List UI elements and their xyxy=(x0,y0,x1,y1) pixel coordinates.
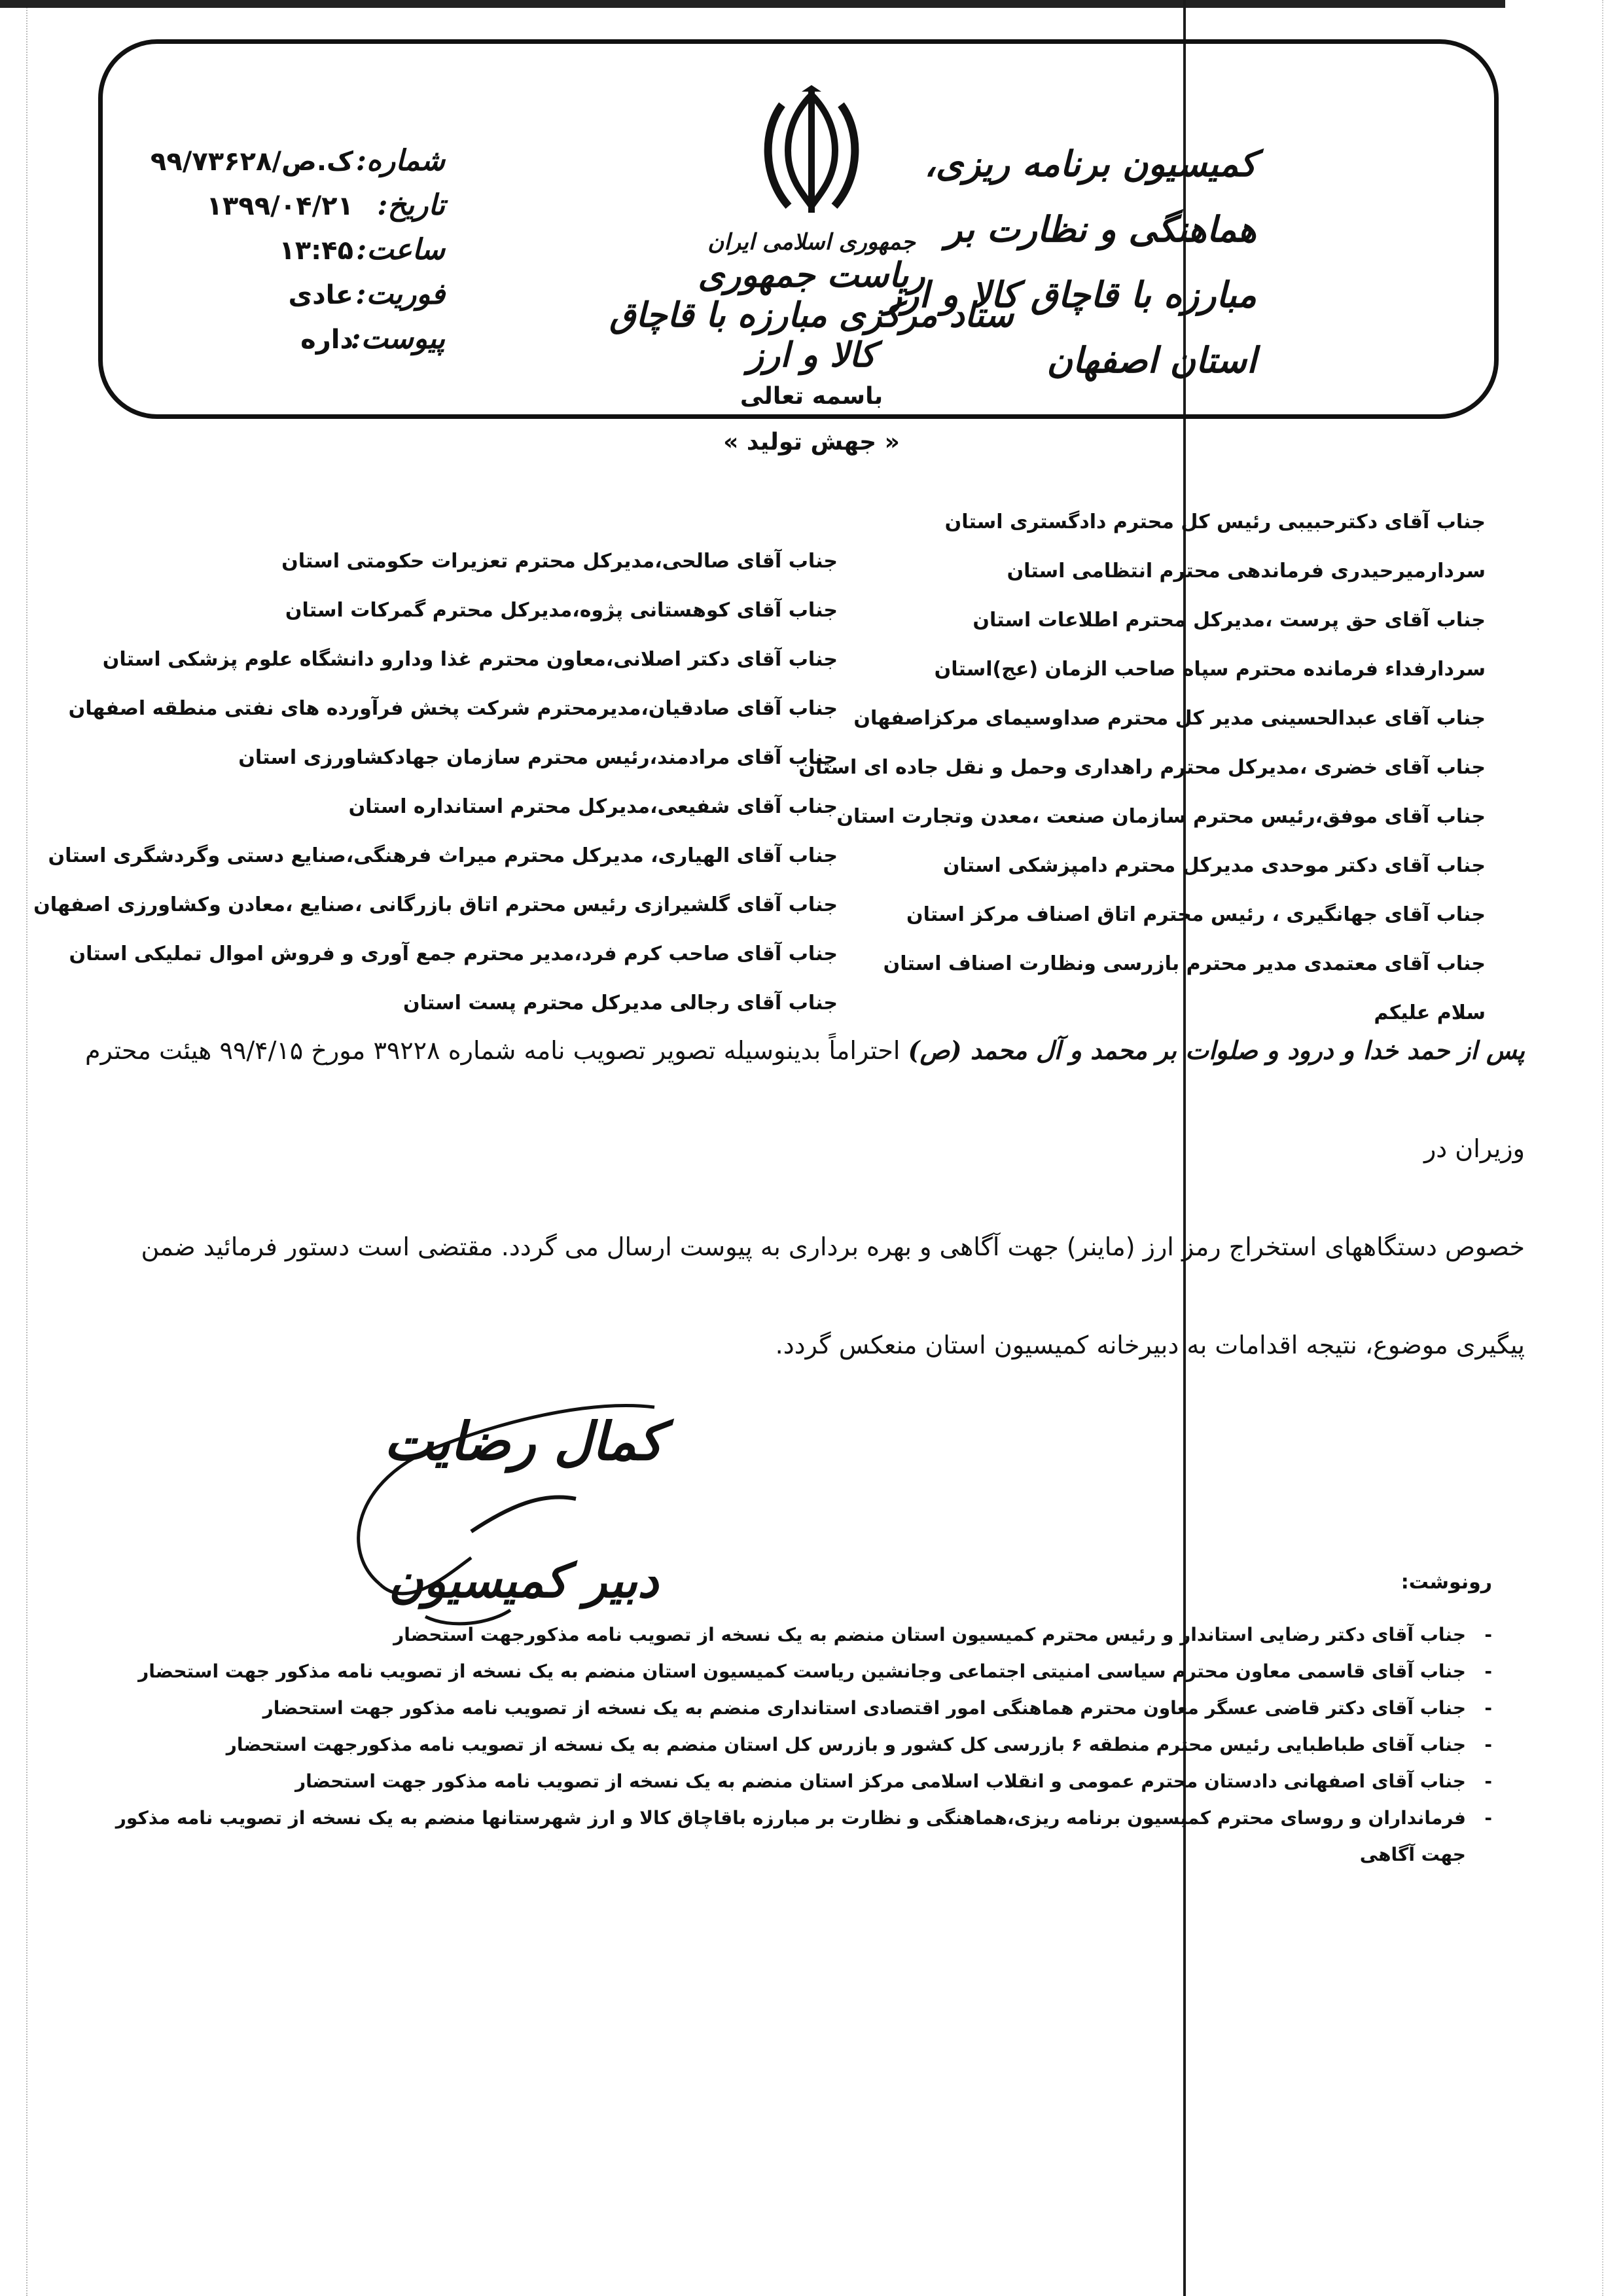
cc-item xyxy=(115,1800,1492,1873)
letterhead-center xyxy=(589,85,1034,375)
meta-attachment xyxy=(118,322,445,367)
cc-item xyxy=(157,1690,1492,1727)
headquarters-label: ستاد مرکزی مبارزه با قاچاق کالا و ارز xyxy=(609,295,1014,375)
recipients-left-column xyxy=(33,537,838,1028)
recipient-line: جناب آقای مرادمند،رئیس محترم سازمان جهادکشاورزی استان xyxy=(238,746,838,769)
meta-date xyxy=(118,188,445,233)
recipient-line: جناب آقای دکتر موحدی مدیرکل محترم دامپزشکی استان xyxy=(942,854,1486,877)
recipient-line: جناب آقای دکترحبیبی رئیس کل محترم دادگستری استان xyxy=(944,511,1486,533)
cc-item xyxy=(138,1653,1492,1690)
meta-value: ۱۳:۴۵ xyxy=(279,236,353,266)
bismillah-heading: باسمه تعالی xyxy=(740,383,883,410)
recipient-line: جناب آقای صالحی،مدیرکل محترم تعزیرات حکومتی استان xyxy=(281,550,838,573)
meta-label: شماره: xyxy=(355,144,445,177)
cc-line: جناب آقای دکتر قاضی عسگر معاون محترم هماهنگی امور اقتصادی استانداری منضم به یک نسخه از تصویب نامه مذکور جهت استحضار xyxy=(262,1697,1466,1719)
meta-label: فوریت: xyxy=(355,278,445,311)
letter-meta xyxy=(118,144,445,367)
scan-top-border xyxy=(0,0,1505,8)
meta-time xyxy=(118,233,445,278)
recipient-line: جناب آقای عبدالحسینی مدیر کل محترم صداوسیمای مرکزاصفهان xyxy=(853,707,1486,730)
commission-title-line2: مبارزه با قاچاق کالا و ارز استان اصفهان xyxy=(885,274,1257,381)
recipient-line: جناب آقای صادقیان،مدیرمحترم شرکت پخش فرآورده های نفتی منطقه اصفهان xyxy=(68,697,838,720)
recipient-line: جناب آقای گلشیرازی رئیس محترم اتاق بازرگانی ،صنایع ،معادن وکشاورزی اصفهان xyxy=(33,893,838,916)
scan-edge-right xyxy=(1602,0,1623,2296)
cc-line: جناب آقای قاسمی معاون محترم سیاسی امنیتی اجتماعی وجانشین ریاست کمیسیون استان منضم به یک نسخه از تصویب نامه مذکور جهت استحضار xyxy=(138,1660,1466,1682)
cc-bullet: - xyxy=(1484,1697,1492,1719)
scan-edge-left xyxy=(0,0,27,2296)
meta-value: عادی xyxy=(288,280,353,310)
recipient-line: جناب آقای کوهستانی پژوه،مدیرکل محترم گمرکات استان xyxy=(285,599,838,622)
recipient-line: جناب آقای جهانگیری ، رئیس محترم اتاق اصناف مرکز استان xyxy=(906,903,1486,926)
recipients-right-column xyxy=(798,497,1486,1037)
cc-bullet: - xyxy=(1484,1770,1492,1792)
letter-body xyxy=(85,1001,1525,1394)
recipient-line: جناب آقای حق پرست ،مدیرکل محترم اطلاعات استان xyxy=(972,609,1486,632)
cc-title: رونوشت: xyxy=(1400,1571,1492,1594)
body-line-2: خصوص دستگاههای استخراج رمز ارز (ماینر) جهت آگاهی و بهره برداری به پیوست ارسال می گردد. مقتضی است دستور فرمائید ضمن xyxy=(141,1232,1525,1261)
cc-line: جناب آقای طباطبایی رئیس محترم منطقه ۶ بازرسی کل کشور و بازرس کل استان منضم به یک نسخه از تصویب نامه مذکورجهت استحضار xyxy=(226,1734,1466,1755)
cc-line: جناب آقای دکتر رضایی استاندار و رئیس محترم کمیسیون استان منضم به یک نسخه از تصویب نامه مذکورجهت استحضار xyxy=(393,1624,1466,1645)
recipient-line: سردارفداء فرمانده محترم سپاه صاحب الزمان (عج)استان xyxy=(934,658,1486,681)
cc-bullet: - xyxy=(1484,1807,1492,1829)
meta-label: تاریخ: xyxy=(377,188,445,222)
body-line-3: پیگیری موضوع، نتیجه اقدامات به دبیرخانه کمیسیون استان منعکس گردد. xyxy=(775,1331,1525,1359)
greeting: سلام علیکم xyxy=(1374,1001,1486,1024)
signature-name: کمال رضایت xyxy=(383,1410,664,1472)
presidency-label: ریاست جمهوری xyxy=(698,255,925,295)
iran-emblem-icon xyxy=(756,85,867,216)
recipient-line: جناب آقای صاحب کرم فرد،مدیر محترم جمع آوری و فروش اموال تملیکی استان xyxy=(69,942,838,965)
commission-title-line1: کمیسیون برنامه ریزی، هماهنگی و نظارت بر xyxy=(924,143,1257,250)
recipient-line: جناب آقای دکتر اصلانی،معاون محترم غذا ودارو دانشگاه علوم پزشکی استان xyxy=(102,648,838,671)
recipient-line: جناب آقای خضری ،مدیرکل محترم راهداری وحمل و نقل جاده ای استان xyxy=(798,756,1486,779)
signature-title: دبیر کمیسیون xyxy=(388,1552,659,1608)
cc-line: جناب آقای اصفهانی دادستان محترم عمومی و انقلاب اسلامی مرکز استان منضم به یک نسخه از تصویب نامه مذکور جهت استحضار xyxy=(294,1770,1466,1792)
opening-phrase: پس از حمد خدا و درود و صلوات بر محمد و آل محمد (ص) xyxy=(908,1035,1525,1065)
meta-value: ۱۳۹۹/۰۴/۲۱ xyxy=(206,191,353,221)
recipient-line: جناب آقای رجالی مدیرکل محترم پست استان xyxy=(403,992,838,1014)
meta-urgency xyxy=(118,278,445,322)
meta-label: ساعت: xyxy=(356,233,445,266)
cc-bullet: - xyxy=(1484,1660,1492,1682)
meta-value: ۹۹/۷۳۶۲۸/ک.ص xyxy=(150,147,353,177)
cc-item xyxy=(157,1727,1492,1763)
meta-number xyxy=(118,144,445,188)
handwritten-signature xyxy=(327,1361,694,1656)
body-line-1-text: احتراماً بدینوسیله تصویر تصویب نامه شماره ۳۹۲۲۸ مورخ ۹۹/۴/۱۵ هیئت محترم وزیران در xyxy=(85,1036,1525,1163)
cc-item xyxy=(157,1617,1492,1653)
cc-list xyxy=(115,1617,1492,1873)
meta-value: داره xyxy=(300,325,353,355)
cc-item xyxy=(157,1763,1492,1800)
republic-label: جمهوری اسلامی ایران xyxy=(707,229,916,255)
recipient-line: جناب آقای شفیعی،مدیرکل محترم استانداره استان xyxy=(348,795,838,818)
recipient-line: سردارمیرحیدری فرماندهی محترم انتظامی استان xyxy=(1007,560,1486,583)
cc-line: فرمانداران و روسای محترم کمیسیون برنامه ریزی،هماهنگی و نظارت بر مبارزه باقاچاق کالا و ارز شهرستانها منضم به یک نسخه از تصویب نامه مذکور xyxy=(115,1807,1466,1829)
recipient-line: جناب آقای معتمدی مدیر محترم بازرسی ونظارت اصناف استان xyxy=(883,952,1486,975)
cc-bullet: - xyxy=(1484,1624,1492,1645)
body-line-1 xyxy=(85,1001,1525,1198)
recipient-line: جناب آقای الهیاری، مدیرکل محترم میراث فرهنگی،صنایع دستی وگردشگری استان xyxy=(48,844,838,867)
cc-line: جهت آگاهی xyxy=(1359,1844,1466,1865)
cc-bullet: - xyxy=(1484,1734,1492,1755)
recipient-line: جناب آقای موفق،رئیس محترم سازمان صنعت ،معدن وتجارت استان xyxy=(836,805,1486,828)
meta-label: پیوست: xyxy=(350,322,445,355)
year-slogan: « جهش تولید » xyxy=(723,429,900,456)
